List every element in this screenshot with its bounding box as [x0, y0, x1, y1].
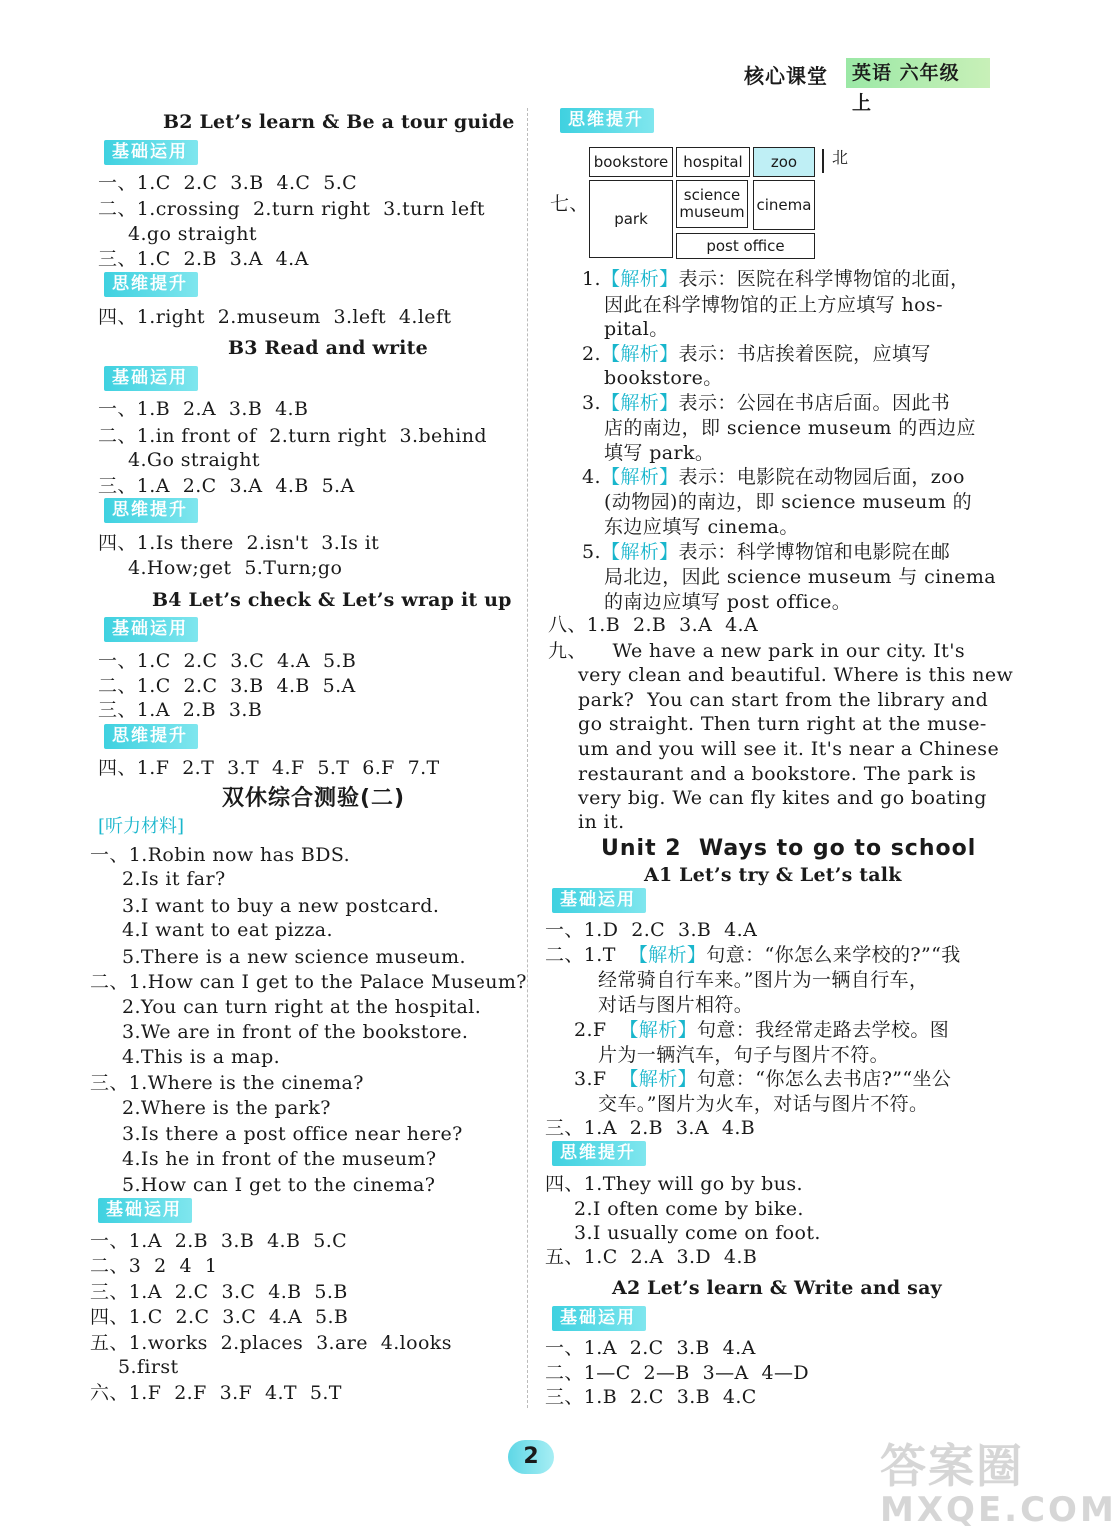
- map-cell-cinema: cinema: [753, 180, 815, 230]
- answer-line: 二、1—C 2—B 3—A 4—D: [545, 1362, 810, 1384]
- page-number: 2: [508, 1440, 554, 1474]
- subject-grade: 英语 六年级上: [846, 58, 990, 88]
- answer-line: 三、1.A 2.C 3.C 4.B 5.B: [90, 1281, 348, 1303]
- answer-line: 四、1.C 2.C 3.C 4.A 5.B: [90, 1306, 349, 1328]
- listening-line: 4.Is he in front of the museum?: [122, 1148, 437, 1170]
- explanation-line: 2.【解析】表示：书店挨着医院，应填写: [582, 343, 931, 365]
- badge-basic: 基础运用: [104, 140, 198, 165]
- running-header: [744, 58, 990, 114]
- answer-line: 二、1.crossing 2.turn right 3.turn left: [98, 198, 485, 220]
- answer-line: 八、1.B 2.B 3.A 4.A: [548, 614, 759, 636]
- column-divider: [527, 108, 528, 1408]
- answer-line: 四、1.Is there 2.isn't 3.Is it: [98, 532, 380, 554]
- listening-line: 二、1.How can I get to the Palace Museum?: [90, 971, 527, 993]
- explanation-line: 二、1.T 【解析】句意：“你怎么来学校的?”“我: [545, 944, 961, 966]
- passage-line: very clean and beautiful. Where is this new: [578, 664, 1014, 686]
- answer-line: 一、1.A 2.B 3.B 4.B 5.C: [90, 1230, 348, 1252]
- explanation-line: 5.【解析】表示：科学博物馆和电影院在邮: [582, 541, 951, 563]
- answer-line: 2.I often come by bike.: [574, 1198, 804, 1220]
- watermark-logo: 答案圈: [880, 1439, 1024, 1493]
- explanation-line: 1.【解析】表示：医院在科学博物馆的北面，: [582, 268, 970, 290]
- answer-line: 3.I usually come on foot.: [574, 1222, 821, 1244]
- listening-line: 5.How can I get to the cinema?: [122, 1174, 436, 1196]
- badge-basic: 基础运用: [98, 1198, 192, 1223]
- explanation-line: 东边应填写 cinema。: [604, 516, 799, 538]
- passage-line: in it.: [578, 811, 625, 833]
- answer-line: 二、1.in front of 2.turn right 3.behind: [98, 425, 487, 447]
- book-title: 核心课堂: [744, 64, 828, 88]
- section-title-a1: A1 Let’s try & Let’s talk: [644, 864, 902, 886]
- question-number: 七、: [550, 193, 589, 215]
- passage-line: um and you will see it. It's near a Chinese: [578, 738, 1000, 760]
- badge-thinking: 思维提升: [552, 1141, 646, 1166]
- listening-line: 3.We are in front of the bookstore.: [122, 1021, 469, 1043]
- explanation-line: 对话与图片相符。: [598, 994, 754, 1016]
- badge-basic: 基础运用: [104, 366, 198, 391]
- explanation-line: bookstore。: [604, 367, 723, 389]
- answer-line: 一、1.B 2.A 3.B 4.B: [98, 398, 309, 420]
- answer-line: 一、1.C 2.C 3.C 4.A 5.B: [98, 650, 357, 672]
- answer-line: 一、1.C 2.C 3.B 4.C 5.C: [98, 172, 358, 194]
- explanation-line: 4.【解析】表示：电影院在动物园后面，zoo: [582, 466, 965, 488]
- listening-material-label: [听力材料]: [98, 816, 185, 837]
- explanation-line: 3.【解析】表示：公园在书店后面。因此书: [582, 392, 951, 414]
- passage-line: park? You can start from the library and: [578, 689, 989, 711]
- explanation-line: 2.F 【解析】句意：我经常走路去学校。图: [574, 1019, 950, 1041]
- badge-basic: 基础运用: [552, 888, 646, 913]
- explanation-line: 3.F 【解析】句意：“你怎么去书店?”“坐公: [574, 1068, 952, 1090]
- listening-line: 3.Is there a post office near here?: [122, 1123, 463, 1145]
- answer-line: 五、1.C 2.A 3.D 4.B: [545, 1246, 758, 1268]
- listening-line: 2.Where is the park?: [122, 1097, 331, 1119]
- answer-line: 三、1.C 2.B 3.A 4.A: [98, 248, 309, 270]
- answer-line: 4.go straight: [128, 223, 257, 245]
- unit-title: Unit 2 Ways to go to school: [601, 836, 977, 861]
- badge-thinking: 思维提升: [104, 272, 198, 297]
- listening-line: 2.You can turn right at the hospital.: [122, 996, 482, 1018]
- explanation-line: 片为一辆汽车，句子与图片不符。: [598, 1044, 890, 1066]
- listening-line: 一、1.Robin now has BDS.: [90, 844, 351, 866]
- explanation-line: 店的南边，即 science museum 的西边应: [604, 417, 976, 439]
- answer-line: 四、1.right 2.museum 3.left 4.left: [98, 306, 452, 328]
- explanation-line: 填写 park。: [604, 442, 715, 464]
- section-title-b2: B2 Let’s learn & Be a tour guide: [163, 111, 515, 133]
- section-title-b3: B3 Read and write: [228, 337, 428, 359]
- test-title: 双休综合测验(二): [222, 786, 406, 811]
- answer-line: 三、1.A 2.B 3.A 4.B: [545, 1117, 756, 1139]
- listening-line: 三、1.Where is the cinema?: [90, 1072, 364, 1094]
- watermark-url: MXQE.COM: [880, 1490, 1117, 1530]
- badge-basic: 基础运用: [552, 1306, 646, 1331]
- answer-line: 三、1.B 2.C 3.B 4.C: [545, 1386, 757, 1408]
- map-cell-park: park: [589, 180, 673, 258]
- listening-line: 2.Is it far?: [122, 868, 226, 890]
- answer-line: 四、1.F 2.T 3.T 4.F 5.T 6.F 7.T: [98, 757, 440, 779]
- map-cell-bookstore: bookstore: [589, 147, 673, 177]
- answer-line: 4.How;get 5.Turn;go: [128, 557, 343, 579]
- passage-line: 九、 We have a new park in our city. It's: [548, 640, 965, 662]
- passage-line: go straight. Then turn right at the muse-: [578, 713, 987, 735]
- answer-line: 三、1.A 2.B 3.B: [98, 699, 263, 721]
- explanation-line: 交车。”图片为火车，对话与图片不符。: [598, 1093, 929, 1115]
- listening-line: 4.This is a map.: [122, 1046, 281, 1068]
- answer-line: 5.first: [118, 1356, 179, 1378]
- map-cell-science-museum: science museum: [676, 180, 748, 228]
- answer-line: 六、1.F 2.F 3.F 4.T 5.T: [90, 1382, 342, 1404]
- passage-line: restaurant and a bookstore. The park is: [578, 763, 977, 785]
- answer-line: 4.Go straight: [128, 449, 260, 471]
- map-cell-zoo: zoo: [753, 147, 815, 177]
- passage-line: very big. We can fly kites and go boating: [578, 787, 987, 809]
- badge-thinking: 思维提升: [104, 724, 198, 749]
- listening-line: 4.I want to eat pizza.: [122, 919, 333, 941]
- answer-line: 一、1.D 2.C 3.B 4.A: [545, 919, 758, 941]
- answer-line: 四、1.They will go by bus.: [545, 1173, 803, 1195]
- explanation-line: 经常骑自行车来。”图片为一辆自行车，: [598, 969, 929, 991]
- map-cell-post-office: post office: [676, 233, 815, 259]
- listening-line: 3.I want to buy a new postcard.: [122, 895, 440, 917]
- explanation-line: 局北边，因此 science museum 与 cinema: [604, 566, 997, 588]
- explanation-line: (动物园)的南边，即 science museum 的: [604, 491, 973, 513]
- badge-basic: 基础运用: [104, 617, 198, 642]
- listening-line: 5.There is a new science museum.: [122, 946, 466, 968]
- explanation-line: 的南边应填写 post office。: [604, 591, 852, 613]
- section-title-a2: A2 Let’s learn & Write and say: [612, 1277, 942, 1299]
- north-arrow-icon: [822, 149, 824, 173]
- answer-line: 三、1.A 2.C 3.A 4.B 5.A: [98, 475, 355, 497]
- answer-line: 五、1.works 2.places 3.are 4.looks: [90, 1332, 452, 1354]
- badge-thinking: 思维提升: [560, 108, 654, 133]
- badge-thinking: 思维提升: [104, 498, 198, 523]
- answer-line: 二、1.C 2.C 3.B 4.B 5.A: [98, 675, 356, 697]
- explanation-line: pital。: [604, 318, 669, 340]
- section-title-b4: B4 Let’s check & Let’s wrap it up: [152, 589, 512, 611]
- map-cell-hospital: hospital: [676, 147, 750, 177]
- explanation-line: 因此在科学博物馆的正上方应填写 hos-: [604, 294, 943, 316]
- answer-line: 二、3 2 4 1: [90, 1255, 218, 1277]
- answer-line: 一、1.A 2.C 3.B 4.A: [545, 1337, 756, 1359]
- north-label: 北: [832, 148, 849, 167]
